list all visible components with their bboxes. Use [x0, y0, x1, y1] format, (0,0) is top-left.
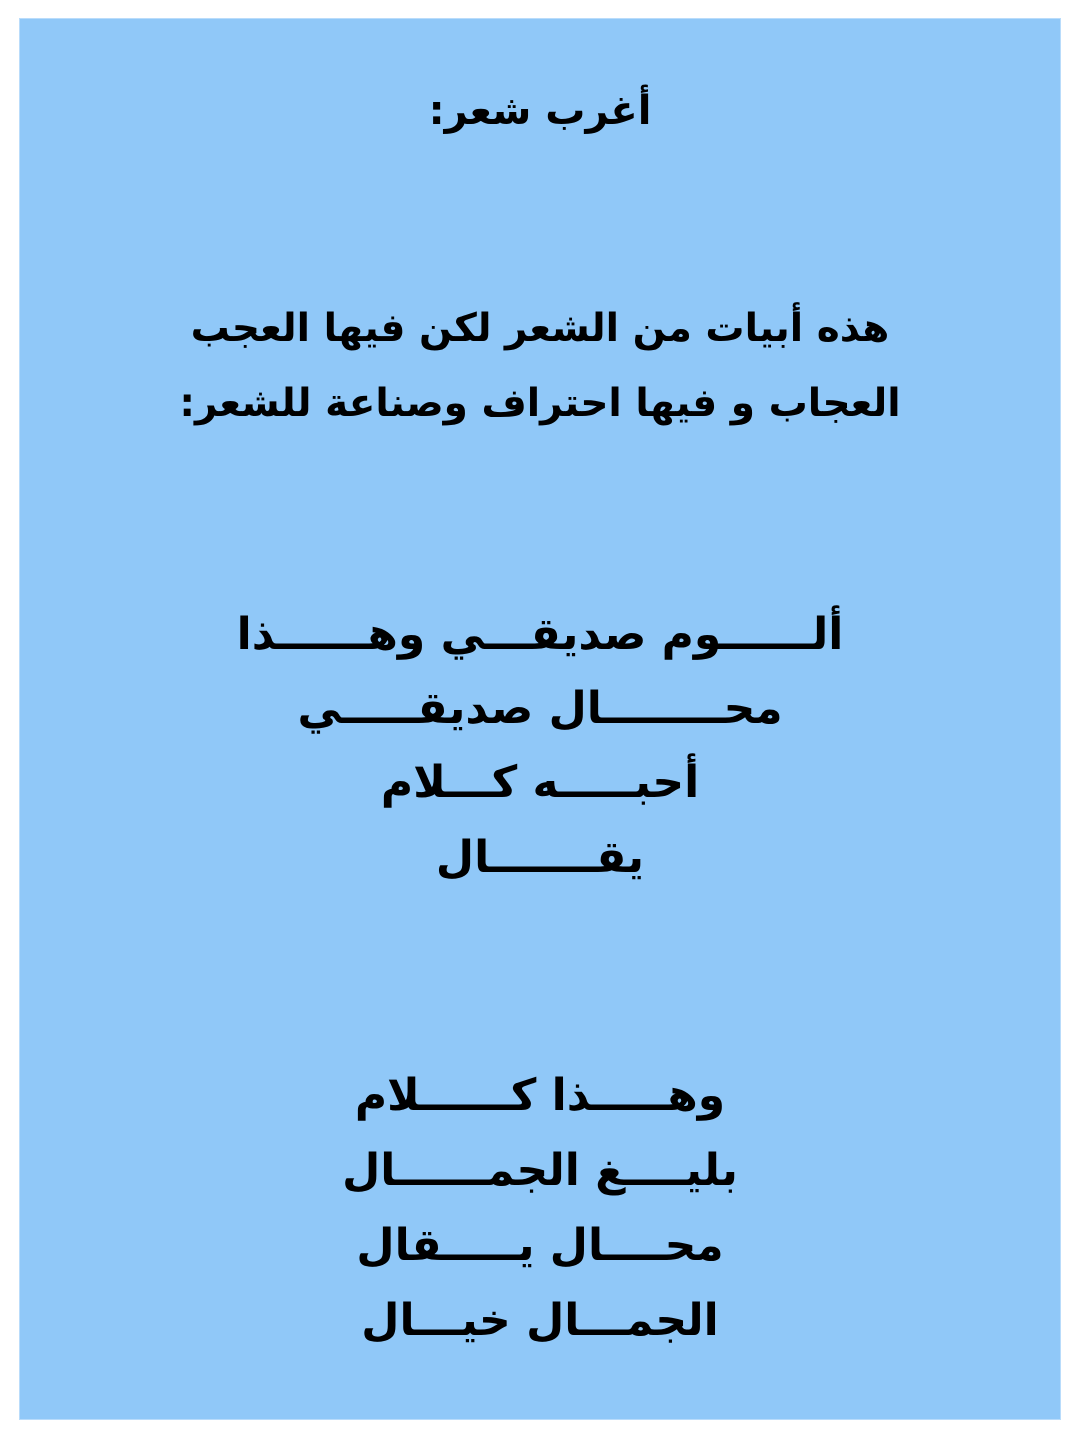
poem-title: أغرب شعر:	[428, 88, 652, 134]
stanza1-line-2: محــــــــال صديقـــــي	[297, 683, 783, 734]
stanza1-line-1: ألــــــوم صديقـــي وهــــــذا	[236, 609, 844, 660]
stanza2-line-4: الجمـــال خيـــال	[361, 1295, 719, 1346]
poem-card	[20, 19, 1060, 1419]
stanza2-line-2: بليــــغ الجمــــــال	[342, 1145, 738, 1196]
stanza1-line-4: يقـــــــال	[435, 832, 645, 883]
intro-line-2: العجاب و فيها احتراف وصناعة للشعر:	[179, 381, 901, 426]
stanza2-line-1: وهـــــذا كــــــلام	[354, 1070, 726, 1121]
stanza1-line-3: أحبـــــه كـــلام	[380, 757, 700, 808]
intro-line-1: هذه أبيات من الشعر لكن فيها العجب	[190, 306, 890, 351]
stanza2-line-3: محــــال يـــــقال	[356, 1220, 724, 1271]
